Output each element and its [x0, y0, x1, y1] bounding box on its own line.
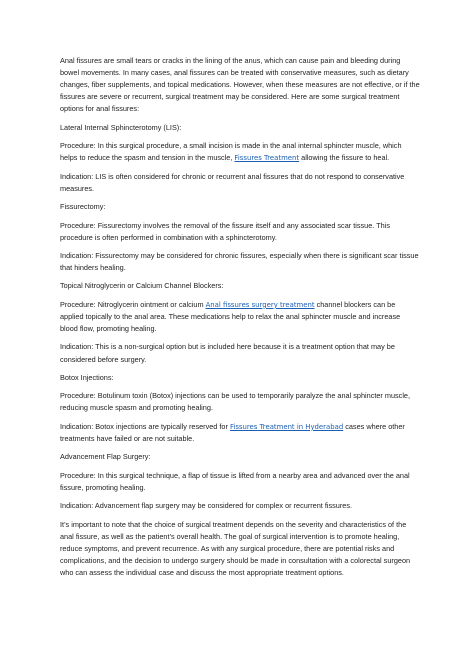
- lis-indication-paragraph: Indication: LIS is often considered for chronic or recurrent anal fissures that do not respond to conservative measures.: [60, 171, 405, 193]
- lis-heading: Lateral Internal Sphincterotomy (LIS):: [60, 122, 182, 132]
- botox-heading: Botox Injections:: [60, 372, 114, 382]
- fissurectomy-procedure-paragraph: Procedure: Fissurectomy involves the removal of the fissure itself and any associated scar tissue. This procedure is often performed in combination with a sphincterotomy.: [60, 220, 390, 242]
- lis-procedure-text-end: allowing the fissure to heal.: [299, 153, 390, 163]
- fissures-treatment-link[interactable]: Fissures Treatment: [234, 154, 300, 163]
- botox-procedure-paragraph: Procedure: Botulinum toxin (Botox) injections can be used to temporarily paralyze the anal sphincter muscle, reducing muscle spasm and promoting healing.: [60, 391, 411, 413]
- topical-procedure-text-end: channel blockers can be applied topically to the anal area. These medications help to relax the anal sphincter muscle and increase blood flow, promoting healing.: [60, 299, 401, 334]
- flap-indication-paragraph: Indication: Advancement flap surgery may be considered for complex or recurrent fissures.: [60, 501, 353, 511]
- botox-indication-text-end: cases where other treatments have failed or are not suitable.: [60, 421, 405, 443]
- fissurectomy-indication-paragraph: Indication: Fissurectomy may be considered for chronic fissures, especially when there is significant scar tissue that hinders healing.: [60, 251, 419, 273]
- flap-heading: Advancement Flap Surgery:: [60, 452, 151, 462]
- lis-procedure-text: Procedure: In this surgical procedure, a small incision is made in the anal internal sphincter muscle, which helps to reduce the spasm and tension in the muscle,: [60, 141, 402, 163]
- fissurectomy-heading: Fissurectomy:: [60, 202, 106, 212]
- topical-indication-paragraph: Indication: This is a non-surgical option but is included here because it is a treatment option that may be considered before surgery.: [60, 342, 395, 364]
- botox-indication-paragraph: [60, 421, 420, 445]
- conclusion-paragraph: It’s important to note that the choice of surgical treatment depends on the severity and characteristics of the anal fissure, as well as the patient’s overall health. The goal of surgical intervention is to promote healing, reduce symptoms, and prevent recurrence. As with any surgical procedure, there are potential risks and complications, and the decision to undergo surgery should be made in consultation with a colorectal surgeon who can assess the individual case and discuss the most appropriate treatment options.: [60, 519, 411, 577]
- topical-procedure-text: Procedure: Nitroglycerin ointment or calcium: [60, 299, 206, 309]
- topical-procedure-paragraph: [60, 299, 420, 335]
- intro-paragraph: Anal fissures are small tears or cracks in the lining of the anus, which can cause pain and bleeding during bowel movements. In many cases, anal fissures can be treated with conservative measures, such as dietary changes, fiber supplements, and topical medications. However, when these measures are not effective, or if the fissures are severe or recurrent, surgical treatment may be considered. Here are some surgical treatment options for anal fissures:: [60, 56, 420, 114]
- anal-fissures-surgery-treatment-link[interactable]: Anal fissures surgery treatment: [205, 300, 315, 309]
- flap-procedure-paragraph: Procedure: In this surgical technique, a flap of tissue is lifted from a nearby area and advanced over the anal fissure, promoting healing.: [60, 470, 410, 492]
- topical-heading: Topical Nitroglycerin or Calcium Channel Blockers:: [60, 281, 224, 291]
- botox-indication-text: Indication: Botox injections are typically reserved for: [60, 421, 230, 431]
- lis-procedure-paragraph: [60, 140, 420, 164]
- document-body: [60, 55, 420, 585]
- fissures-treatment-hyderabad-link[interactable]: Fissures Treatment in Hyderabad: [229, 422, 344, 431]
